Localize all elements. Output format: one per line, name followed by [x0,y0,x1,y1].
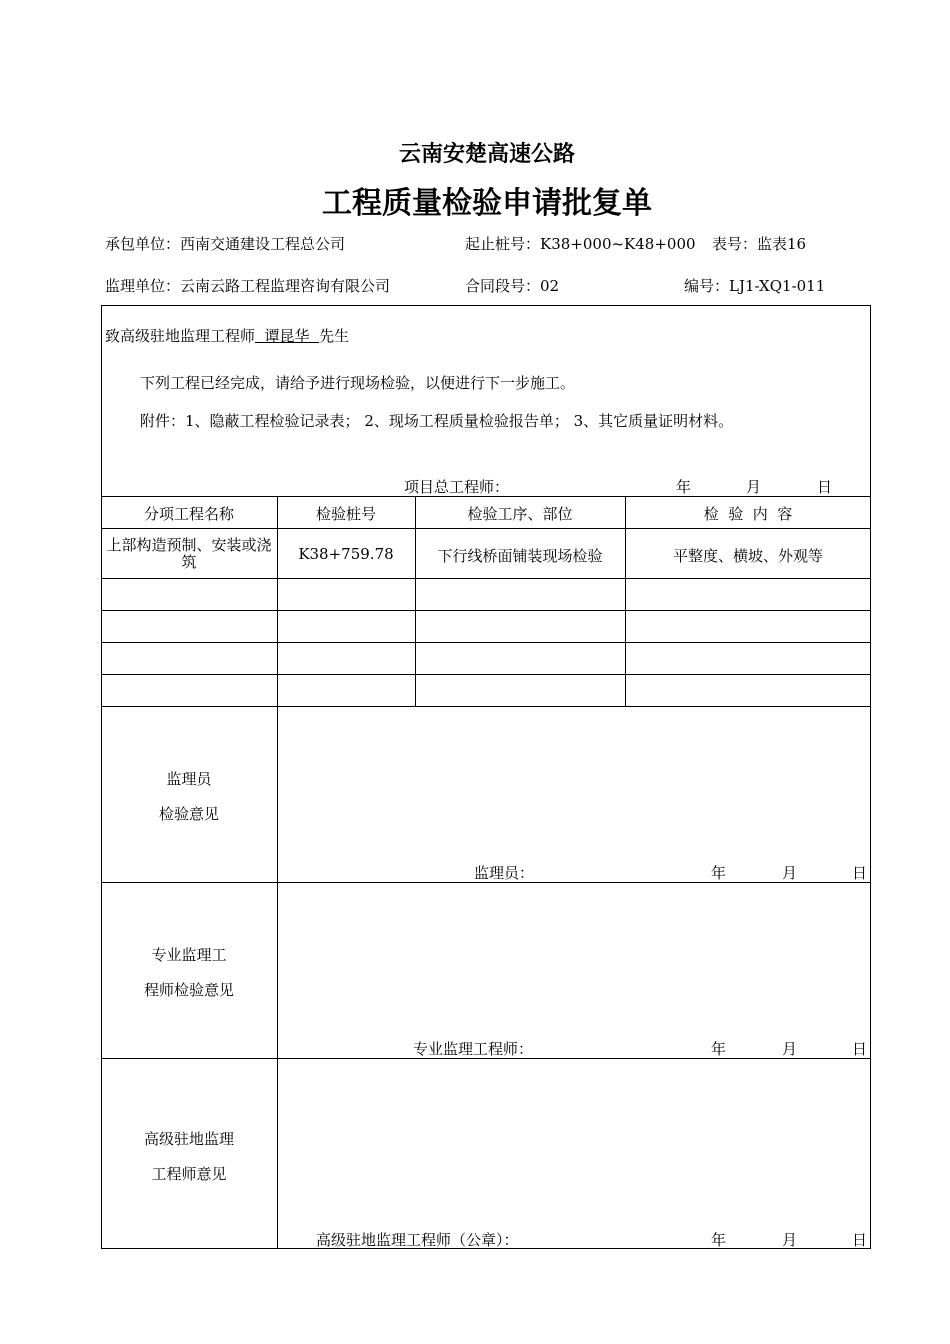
rule [101,706,871,707]
opinion-month: 月 [782,1231,798,1249]
table-cell-process: 下行线桥面铺装现场检验 [437,547,603,565]
opinion-label-line2: 工程师意见 [151,1165,227,1183]
table-cell-item-name: 上部构造预制、安装或浇筑 [106,536,272,571]
column-rule [277,496,278,1248]
rule [101,642,871,643]
opinion-year: 年 [711,1040,727,1058]
request-month: 月 [746,478,762,496]
contract-section-field: 合同段号：02 [465,277,560,295]
rule [101,578,871,579]
column-rule [415,496,416,706]
opinion-day: 日 [852,1231,868,1249]
request-attachments: 附件：1、隐蔽工程检验记录表； 2、现场工程质量检验报告单； 3、其它质量证明材料。 [140,412,734,430]
addressee-name: 谭昆华 [255,327,320,345]
opinion-label-line2: 检验意见 [158,805,219,823]
col-header-content: 检 验 内 容 [703,505,793,523]
opinion-label-line1: 高级驻地监理 [143,1130,234,1148]
opinion-sign-label: 专业监理工程师： [413,1040,534,1058]
col-header-stake: 检验桩号 [315,505,376,523]
table-cell-content: 平整度、横坡、外观等 [672,547,823,565]
chief-engineer-sign-label: 项目总工程师： [404,478,510,496]
opinion-year: 年 [711,864,727,882]
col-header-item-name: 分项工程名称 [143,505,234,523]
addressee-suffix: 先生 [319,327,350,345]
document-title: 云南安楚高速公路 [398,141,575,167]
addressee-line [105,325,349,346]
contractor-field: 承包单位：西南交通建设工程总公司 [105,235,346,253]
rule [101,674,871,675]
col-header-process: 检验工序、部位 [467,505,573,523]
opinion-label-line1: 专业监理工 [151,946,227,964]
opinion-month: 月 [782,864,798,882]
opinion-month: 月 [782,1040,798,1058]
rule [101,610,871,611]
serial-number-field: 编号：LJ1-XQ1-011 [684,277,826,295]
opinion-day: 日 [852,864,868,882]
opinion-sign-label: 高级驻地监理工程师（公章）： [316,1231,519,1249]
table-cell-stake: K38+759.78 [298,545,394,563]
stake-range-field: 起止桩号：K38+000~K48+000 [465,235,696,253]
supervisor-field: 监理单位：云南云路工程监理咨询有限公司 [105,277,391,295]
opinion-sign-label: 监理员： [474,864,535,882]
request-body: 下列工程已经完成，请给予进行现场检验，以便进行下一步施工。 [140,374,576,392]
column-rule [625,496,626,706]
form-number-field: 表号：监表16 [712,235,807,253]
rule [101,496,871,497]
addressee-prefix: 致高级驻地监理工程师 [105,327,256,345]
rule [101,528,871,529]
opinion-label-line2: 程师检验意见 [143,981,234,999]
opinion-day: 日 [852,1040,868,1058]
opinion-year: 年 [711,1231,727,1249]
document-subtitle: 工程质量检验申请批复单 [322,186,652,221]
request-day: 日 [817,478,833,496]
opinion-label-line1: 监理员 [166,770,212,788]
request-year: 年 [676,478,692,496]
